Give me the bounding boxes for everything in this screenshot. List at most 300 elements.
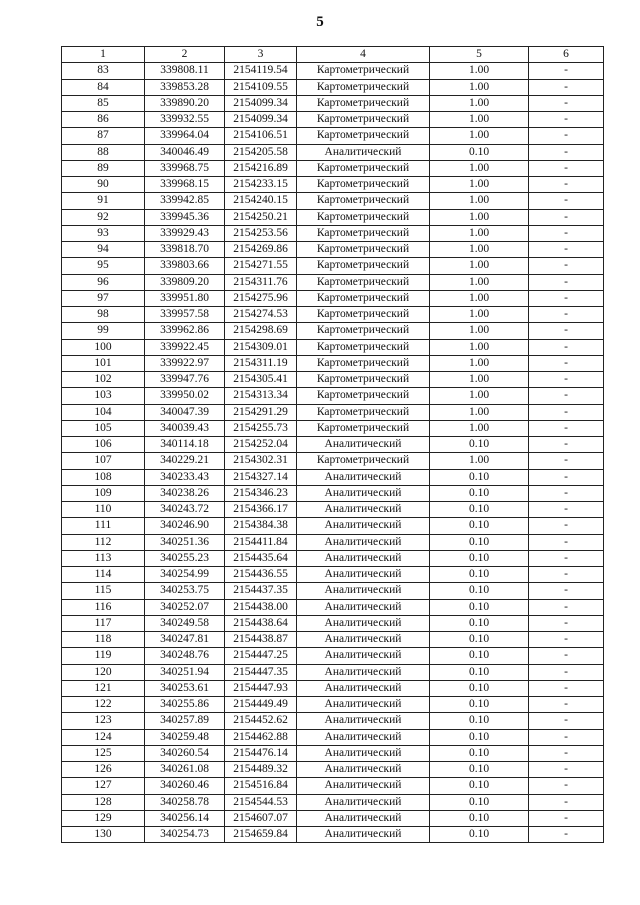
cell-method: Аналитический <box>297 615 430 631</box>
cell-point-number: 106 <box>62 437 145 453</box>
cell-method: Картометрический <box>297 372 430 388</box>
cell-y-coordinate: 2154346.23 <box>225 485 297 501</box>
cell-y-coordinate: 2154313.34 <box>225 388 297 404</box>
cell-y-coordinate: 2154447.35 <box>225 664 297 680</box>
cell-y-coordinate: 2154516.84 <box>225 778 297 794</box>
cell-note: - <box>529 713 604 729</box>
table-row <box>62 372 604 388</box>
cell-x-coordinate: 339853.28 <box>145 79 225 95</box>
cell-point-number: 129 <box>62 810 145 826</box>
cell-x-coordinate: 339950.02 <box>145 388 225 404</box>
cell-accuracy: 0.10 <box>430 144 529 160</box>
cell-accuracy: 1.00 <box>430 63 529 79</box>
cell-note: - <box>529 745 604 761</box>
cell-point-number: 102 <box>62 372 145 388</box>
cell-note: - <box>529 372 604 388</box>
cell-note: - <box>529 388 604 404</box>
cell-y-coordinate: 2154438.64 <box>225 615 297 631</box>
cell-point-number: 98 <box>62 307 145 323</box>
cell-point-number: 94 <box>62 242 145 258</box>
cell-y-coordinate: 2154384.38 <box>225 518 297 534</box>
cell-x-coordinate: 340252.07 <box>145 599 225 615</box>
cell-note: - <box>529 583 604 599</box>
cell-x-coordinate: 340039.43 <box>145 420 225 436</box>
cell-note: - <box>529 63 604 79</box>
cell-y-coordinate: 2154449.49 <box>225 697 297 713</box>
cell-x-coordinate: 339951.80 <box>145 290 225 306</box>
cell-method: Картометрический <box>297 388 430 404</box>
cell-point-number: 122 <box>62 697 145 713</box>
cell-method: Аналитический <box>297 762 430 778</box>
cell-accuracy: 0.10 <box>430 745 529 761</box>
cell-note: - <box>529 95 604 111</box>
cell-x-coordinate: 339968.75 <box>145 160 225 176</box>
cell-x-coordinate: 340248.76 <box>145 648 225 664</box>
cell-point-number: 124 <box>62 729 145 745</box>
table-row <box>62 680 604 696</box>
cell-point-number: 130 <box>62 827 145 843</box>
cell-y-coordinate: 2154489.32 <box>225 762 297 778</box>
cell-note: - <box>529 762 604 778</box>
cell-method: Картометрический <box>297 128 430 144</box>
column-header: 5 <box>430 47 529 63</box>
cell-x-coordinate: 339968.15 <box>145 177 225 193</box>
cell-method: Аналитический <box>297 632 430 648</box>
cell-note: - <box>529 632 604 648</box>
cell-point-number: 100 <box>62 339 145 355</box>
cell-note: - <box>529 420 604 436</box>
cell-x-coordinate: 340229.21 <box>145 453 225 469</box>
table-row <box>62 697 604 713</box>
coordinates-table <box>61 46 604 843</box>
cell-note: - <box>529 518 604 534</box>
table-row <box>62 567 604 583</box>
table-row <box>62 404 604 420</box>
cell-x-coordinate: 340246.90 <box>145 518 225 534</box>
cell-accuracy: 0.10 <box>430 794 529 810</box>
cell-x-coordinate: 339964.04 <box>145 128 225 144</box>
table-row <box>62 632 604 648</box>
cell-y-coordinate: 2154438.00 <box>225 599 297 615</box>
cell-point-number: 84 <box>62 79 145 95</box>
cell-note: - <box>529 778 604 794</box>
cell-method: Аналитический <box>297 550 430 566</box>
cell-x-coordinate: 340260.46 <box>145 778 225 794</box>
cell-method: Картометрический <box>297 307 430 323</box>
cell-note: - <box>529 339 604 355</box>
cell-method: Картометрический <box>297 177 430 193</box>
cell-method: Картометрический <box>297 339 430 355</box>
cell-note: - <box>529 697 604 713</box>
cell-y-coordinate: 2154452.62 <box>225 713 297 729</box>
cell-method: Картометрический <box>297 160 430 176</box>
cell-y-coordinate: 2154437.35 <box>225 583 297 599</box>
cell-note: - <box>529 680 604 696</box>
cell-y-coordinate: 2154366.17 <box>225 502 297 518</box>
cell-x-coordinate: 339808.11 <box>145 63 225 79</box>
cell-accuracy: 0.10 <box>430 697 529 713</box>
cell-note: - <box>529 144 604 160</box>
cell-y-coordinate: 2154411.84 <box>225 534 297 550</box>
cell-accuracy: 0.10 <box>430 502 529 518</box>
table-row <box>62 469 604 485</box>
column-header: 4 <box>297 47 430 63</box>
cell-point-number: 90 <box>62 177 145 193</box>
cell-accuracy: 0.10 <box>430 518 529 534</box>
cell-point-number: 113 <box>62 550 145 566</box>
cell-note: - <box>529 323 604 339</box>
cell-y-coordinate: 2154435.64 <box>225 550 297 566</box>
cell-y-coordinate: 2154305.41 <box>225 372 297 388</box>
cell-note: - <box>529 615 604 631</box>
cell-method: Аналитический <box>297 502 430 518</box>
cell-method: Картометрический <box>297 95 430 111</box>
cell-note: - <box>529 794 604 810</box>
cell-x-coordinate: 340255.23 <box>145 550 225 566</box>
cell-accuracy: 1.00 <box>430 177 529 193</box>
cell-method: Аналитический <box>297 778 430 794</box>
cell-accuracy: 1.00 <box>430 128 529 144</box>
cell-y-coordinate: 2154269.86 <box>225 242 297 258</box>
cell-method: Картометрический <box>297 63 430 79</box>
table-row <box>62 95 604 111</box>
table-row <box>62 550 604 566</box>
cell-x-coordinate: 340047.39 <box>145 404 225 420</box>
cell-note: - <box>529 209 604 225</box>
header-row <box>62 47 604 63</box>
cell-accuracy: 0.10 <box>430 485 529 501</box>
cell-point-number: 126 <box>62 762 145 778</box>
cell-method: Аналитический <box>297 794 430 810</box>
table-row <box>62 518 604 534</box>
cell-accuracy: 0.10 <box>430 778 529 794</box>
cell-method: Аналитический <box>297 827 430 843</box>
cell-y-coordinate: 2154119.54 <box>225 63 297 79</box>
table-row <box>62 355 604 371</box>
cell-note: - <box>529 534 604 550</box>
table-row <box>62 794 604 810</box>
cell-method: Аналитический <box>297 485 430 501</box>
table-row <box>62 713 604 729</box>
cell-x-coordinate: 340257.89 <box>145 713 225 729</box>
cell-method: Аналитический <box>297 534 430 550</box>
table-row <box>62 599 604 615</box>
cell-x-coordinate: 340251.94 <box>145 664 225 680</box>
cell-x-coordinate: 339922.97 <box>145 355 225 371</box>
cell-note: - <box>529 225 604 241</box>
cell-method: Аналитический <box>297 697 430 713</box>
cell-x-coordinate: 340258.78 <box>145 794 225 810</box>
cell-note: - <box>529 599 604 615</box>
cell-x-coordinate: 339962.86 <box>145 323 225 339</box>
cell-accuracy: 1.00 <box>430 404 529 420</box>
cell-accuracy: 1.00 <box>430 225 529 241</box>
cell-y-coordinate: 2154252.04 <box>225 437 297 453</box>
cell-y-coordinate: 2154275.96 <box>225 290 297 306</box>
table-row <box>62 290 604 306</box>
cell-note: - <box>529 274 604 290</box>
cell-accuracy: 1.00 <box>430 372 529 388</box>
cell-x-coordinate: 340261.08 <box>145 762 225 778</box>
cell-x-coordinate: 339922.45 <box>145 339 225 355</box>
cell-point-number: 97 <box>62 290 145 306</box>
table-row <box>62 144 604 160</box>
cell-method: Аналитический <box>297 567 430 583</box>
table-row <box>62 63 604 79</box>
table-row <box>62 274 604 290</box>
cell-point-number: 110 <box>62 502 145 518</box>
cell-point-number: 104 <box>62 404 145 420</box>
cell-x-coordinate: 340253.61 <box>145 680 225 696</box>
cell-note: - <box>529 453 604 469</box>
cell-accuracy: 1.00 <box>430 339 529 355</box>
cell-x-coordinate: 339929.43 <box>145 225 225 241</box>
cell-point-number: 86 <box>62 112 145 128</box>
cell-y-coordinate: 2154233.15 <box>225 177 297 193</box>
table-row <box>62 615 604 631</box>
cell-note: - <box>529 469 604 485</box>
cell-method: Картометрический <box>297 242 430 258</box>
cell-x-coordinate: 339957.58 <box>145 307 225 323</box>
table-row <box>62 307 604 323</box>
cell-x-coordinate: 340247.81 <box>145 632 225 648</box>
cell-y-coordinate: 2154309.01 <box>225 339 297 355</box>
cell-y-coordinate: 2154302.31 <box>225 453 297 469</box>
cell-method: Картометрический <box>297 274 430 290</box>
cell-accuracy: 0.10 <box>430 762 529 778</box>
cell-method: Картометрический <box>297 453 430 469</box>
table-row <box>62 810 604 826</box>
cell-x-coordinate: 340243.72 <box>145 502 225 518</box>
table-row <box>62 502 604 518</box>
cell-accuracy: 1.00 <box>430 258 529 274</box>
cell-point-number: 91 <box>62 193 145 209</box>
table-row <box>62 388 604 404</box>
cell-note: - <box>529 177 604 193</box>
table-row <box>62 242 604 258</box>
cell-point-number: 88 <box>62 144 145 160</box>
cell-x-coordinate: 340259.48 <box>145 729 225 745</box>
cell-x-coordinate: 340254.99 <box>145 567 225 583</box>
cell-point-number: 125 <box>62 745 145 761</box>
cell-accuracy: 1.00 <box>430 355 529 371</box>
table-row <box>62 778 604 794</box>
cell-point-number: 112 <box>62 534 145 550</box>
cell-point-number: 128 <box>62 794 145 810</box>
cell-method: Картометрический <box>297 420 430 436</box>
table-row <box>62 453 604 469</box>
cell-note: - <box>529 648 604 664</box>
cell-accuracy: 1.00 <box>430 453 529 469</box>
cell-note: - <box>529 160 604 176</box>
cell-y-coordinate: 2154216.89 <box>225 160 297 176</box>
cell-accuracy: 0.10 <box>430 713 529 729</box>
column-header: 2 <box>145 47 225 63</box>
cell-accuracy: 0.10 <box>430 827 529 843</box>
cell-accuracy: 1.00 <box>430 290 529 306</box>
cell-y-coordinate: 2154436.55 <box>225 567 297 583</box>
cell-accuracy: 0.10 <box>430 583 529 599</box>
cell-method: Аналитический <box>297 583 430 599</box>
table-row <box>62 827 604 843</box>
cell-accuracy: 1.00 <box>430 274 529 290</box>
cell-method: Аналитический <box>297 810 430 826</box>
cell-accuracy: 0.10 <box>430 664 529 680</box>
table-row <box>62 112 604 128</box>
cell-point-number: 107 <box>62 453 145 469</box>
cell-y-coordinate: 2154106.51 <box>225 128 297 144</box>
cell-point-number: 89 <box>62 160 145 176</box>
cell-accuracy: 1.00 <box>430 420 529 436</box>
cell-method: Картометрический <box>297 209 430 225</box>
cell-y-coordinate: 2154327.14 <box>225 469 297 485</box>
cell-method: Картометрический <box>297 79 430 95</box>
cell-method: Картометрический <box>297 404 430 420</box>
cell-accuracy: 1.00 <box>430 388 529 404</box>
cell-accuracy: 1.00 <box>430 160 529 176</box>
cell-note: - <box>529 550 604 566</box>
cell-method: Аналитический <box>297 648 430 664</box>
cell-y-coordinate: 2154255.73 <box>225 420 297 436</box>
table-row <box>62 209 604 225</box>
cell-accuracy: 0.10 <box>430 632 529 648</box>
cell-x-coordinate: 339803.66 <box>145 258 225 274</box>
cell-x-coordinate: 339945.36 <box>145 209 225 225</box>
cell-y-coordinate: 2154311.76 <box>225 274 297 290</box>
cell-method: Аналитический <box>297 599 430 615</box>
cell-accuracy: 0.10 <box>430 729 529 745</box>
cell-note: - <box>529 193 604 209</box>
table-row <box>62 177 604 193</box>
cell-method: Картометрический <box>297 112 430 128</box>
cell-point-number: 105 <box>62 420 145 436</box>
cell-y-coordinate: 2154099.34 <box>225 95 297 111</box>
cell-accuracy: 0.10 <box>430 810 529 826</box>
cell-method: Картометрический <box>297 355 430 371</box>
cell-point-number: 123 <box>62 713 145 729</box>
cell-note: - <box>529 112 604 128</box>
cell-x-coordinate: 339818.70 <box>145 242 225 258</box>
cell-method: Аналитический <box>297 518 430 534</box>
cell-method: Аналитический <box>297 713 430 729</box>
cell-x-coordinate: 340251.36 <box>145 534 225 550</box>
cell-accuracy: 0.10 <box>430 680 529 696</box>
cell-note: - <box>529 79 604 95</box>
cell-note: - <box>529 567 604 583</box>
cell-x-coordinate: 339942.85 <box>145 193 225 209</box>
cell-note: - <box>529 290 604 306</box>
cell-accuracy: 1.00 <box>430 307 529 323</box>
cell-accuracy: 0.10 <box>430 550 529 566</box>
cell-method: Картометрический <box>297 323 430 339</box>
cell-y-coordinate: 2154311.19 <box>225 355 297 371</box>
cell-y-coordinate: 2154099.34 <box>225 112 297 128</box>
cell-x-coordinate: 340254.73 <box>145 827 225 843</box>
cell-point-number: 114 <box>62 567 145 583</box>
cell-x-coordinate: 339890.20 <box>145 95 225 111</box>
cell-method: Аналитический <box>297 664 430 680</box>
cell-point-number: 96 <box>62 274 145 290</box>
cell-point-number: 121 <box>62 680 145 696</box>
cell-y-coordinate: 2154253.56 <box>225 225 297 241</box>
cell-point-number: 116 <box>62 599 145 615</box>
table-row <box>62 583 604 599</box>
cell-accuracy: 1.00 <box>430 193 529 209</box>
cell-point-number: 92 <box>62 209 145 225</box>
cell-point-number: 120 <box>62 664 145 680</box>
table-row <box>62 648 604 664</box>
cell-note: - <box>529 502 604 518</box>
cell-note: - <box>529 827 604 843</box>
cell-x-coordinate: 340255.86 <box>145 697 225 713</box>
column-header: 3 <box>225 47 297 63</box>
table-row <box>62 339 604 355</box>
cell-point-number: 127 <box>62 778 145 794</box>
cell-y-coordinate: 2154438.87 <box>225 632 297 648</box>
cell-point-number: 85 <box>62 95 145 111</box>
cell-point-number: 108 <box>62 469 145 485</box>
cell-method: Аналитический <box>297 745 430 761</box>
cell-y-coordinate: 2154298.69 <box>225 323 297 339</box>
cell-y-coordinate: 2154659.84 <box>225 827 297 843</box>
cell-point-number: 119 <box>62 648 145 664</box>
table-row <box>62 128 604 144</box>
table-row <box>62 729 604 745</box>
cell-method: Картометрический <box>297 258 430 274</box>
cell-method: Аналитический <box>297 469 430 485</box>
cell-point-number: 111 <box>62 518 145 534</box>
cell-point-number: 101 <box>62 355 145 371</box>
table-row <box>62 745 604 761</box>
cell-point-number: 117 <box>62 615 145 631</box>
cell-point-number: 115 <box>62 583 145 599</box>
cell-y-coordinate: 2154447.25 <box>225 648 297 664</box>
cell-y-coordinate: 2154109.55 <box>225 79 297 95</box>
cell-point-number: 95 <box>62 258 145 274</box>
cell-x-coordinate: 340238.26 <box>145 485 225 501</box>
cell-method: Картометрический <box>297 290 430 306</box>
cell-note: - <box>529 664 604 680</box>
cell-note: - <box>529 355 604 371</box>
table-row <box>62 258 604 274</box>
cell-y-coordinate: 2154607.07 <box>225 810 297 826</box>
cell-y-coordinate: 2154476.14 <box>225 745 297 761</box>
cell-accuracy: 0.10 <box>430 615 529 631</box>
column-header: 6 <box>529 47 604 63</box>
cell-x-coordinate: 339809.20 <box>145 274 225 290</box>
cell-point-number: 103 <box>62 388 145 404</box>
table-row <box>62 160 604 176</box>
cell-method: Аналитический <box>297 437 430 453</box>
cell-point-number: 93 <box>62 225 145 241</box>
cell-note: - <box>529 258 604 274</box>
cell-accuracy: 1.00 <box>430 112 529 128</box>
cell-note: - <box>529 437 604 453</box>
table-row <box>62 534 604 550</box>
column-header: 1 <box>62 47 145 63</box>
cell-point-number: 99 <box>62 323 145 339</box>
cell-accuracy: 1.00 <box>430 323 529 339</box>
cell-note: - <box>529 485 604 501</box>
table-row <box>62 225 604 241</box>
cell-method: Аналитический <box>297 144 430 160</box>
cell-x-coordinate: 339947.76 <box>145 372 225 388</box>
cell-accuracy: 1.00 <box>430 95 529 111</box>
cell-accuracy: 0.10 <box>430 437 529 453</box>
cell-accuracy: 0.10 <box>430 567 529 583</box>
cell-x-coordinate: 340260.54 <box>145 745 225 761</box>
cell-point-number: 83 <box>62 63 145 79</box>
